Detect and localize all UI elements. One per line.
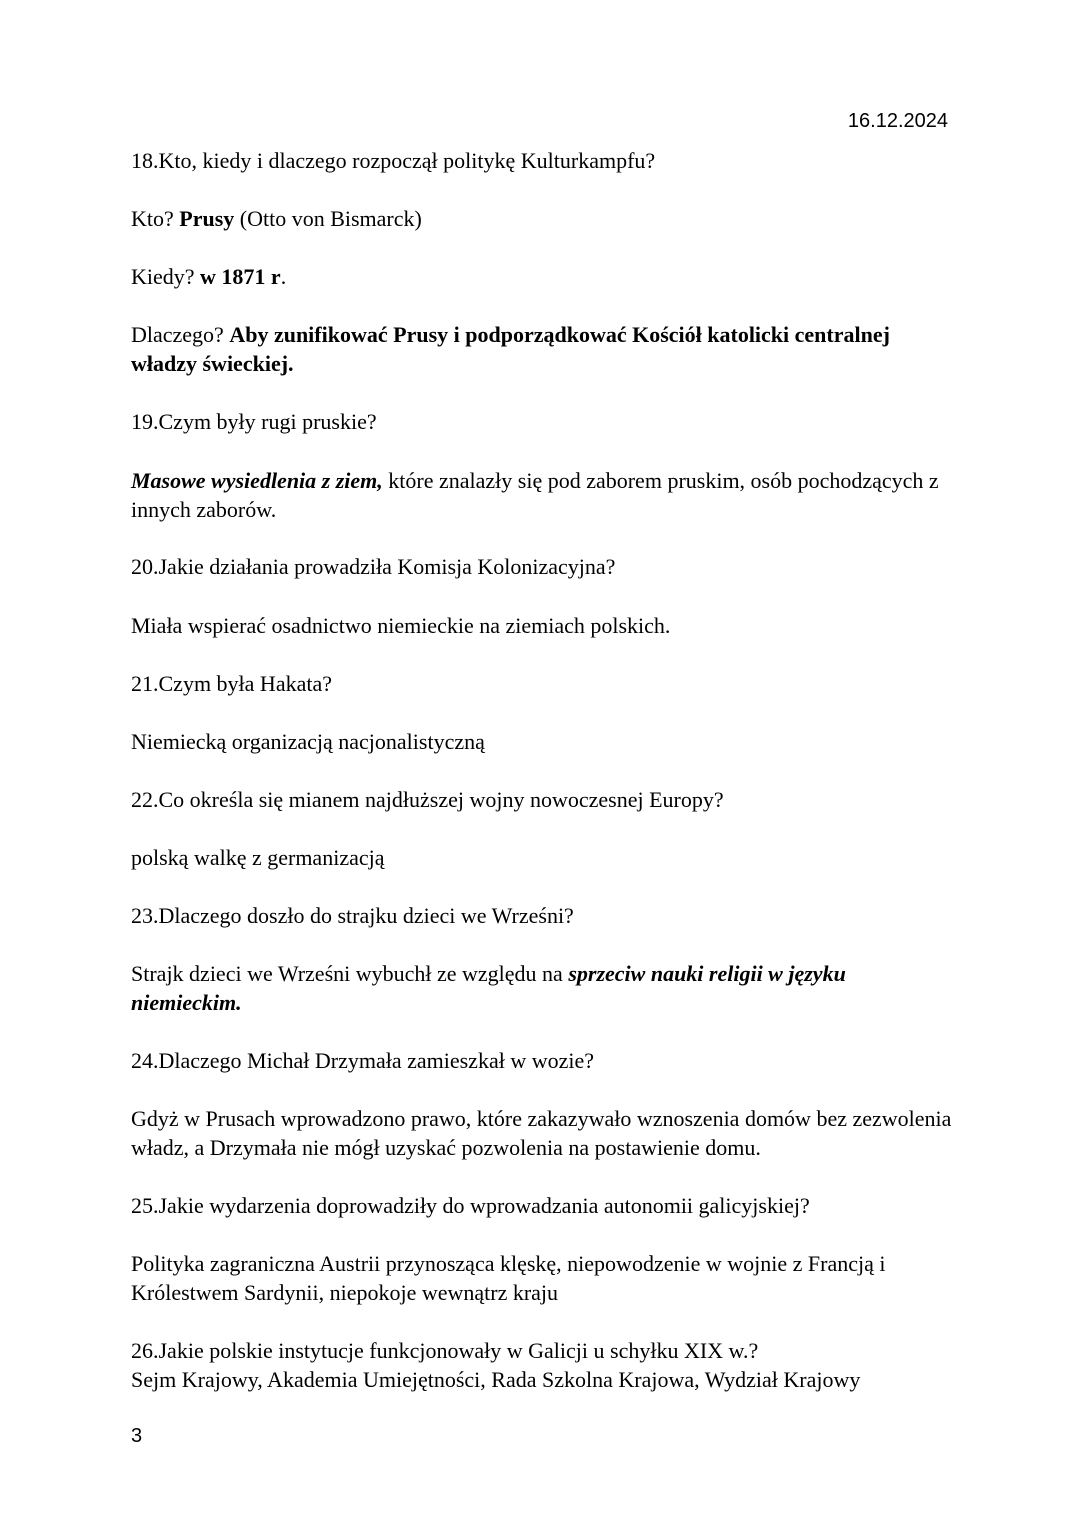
emphasis-text: Masowe wysiedlenia z ziem, [131,468,383,493]
answer-24: Gdyż w Prusach wprowadzono prawo, które zakazywało wznoszenia domów bez zezwolenia władz, a Drzymała nie mógł uzyskać pozwolenia na postawienie domu. [131,1106,952,1160]
question-21: 21.Czym była Hakata? [131,671,332,696]
answer-23 [131,959,953,1017]
text: . [280,264,287,289]
question-20: 20.Jakie działania prowadziła Komisja Kolonizacyjna? [131,554,616,579]
answer-20: Miała wspierać osadnictwo niemieckie na ziemiach polskich. [131,613,671,638]
answer-26: Sejm Krajowy, Akademia Umiejętności, Rada Szkolna Krajowa, Wydział Krajowy [131,1367,861,1392]
question-23: 23.Dlaczego doszło do strajku dzieci we Wrześni? [131,903,574,928]
page-number: 3 [131,1425,143,1447]
document-date: 16.12.2024 [847,110,948,132]
answer-21: Niemiecką organizacją nacjonalistyczną [131,729,485,754]
answer-18-why [131,320,953,378]
question-22: 22.Co określa się mianem najdłuższej wojny nowoczesnej Europy? [131,787,724,812]
bold-text: w 1871 r [200,264,281,289]
answer-19 [131,466,953,524]
question-26: 26.Jakie polskie instytucje funkcjonowały w Galicji u schyłku XIX w.? [131,1338,759,1363]
answer-22: polską walkę z germanizacją [131,845,385,870]
question-18: 18.Kto, kiedy i dlaczego rozpoczął politykę Kulturkampfu? [131,148,656,173]
answer-18-when [131,262,953,291]
label: Kto? [131,206,180,231]
bold-text: Aby zunifikować Prusy i podporządkować Kościół katolicki centralnej władzy świeckiej. [131,322,890,376]
question-25: 25.Jakie wydarzenia doprowadziły do wprowadzania autonomii galicyjskiej? [131,1193,810,1218]
text: które znalazły się pod zaborem pruskim, osób pochodzących z innych zaborów. [131,468,939,522]
emphasis-text: sprzeciw nauki religii w języku niemieckim. [131,961,846,1015]
text: (Otto von Bismarck) [234,206,422,231]
answer-18-who [131,204,953,233]
question-24: 24.Dlaczego Michał Drzymała zamieszkał w wozie? [131,1048,595,1073]
bold-text: Prusy [179,206,235,231]
label: Dlaczego? [131,322,230,347]
label: Kiedy? [131,264,201,289]
answer-25: Polityka zagraniczna Austrii przynosząca klęskę, niepowodzenie w wojnie z Francją i Królestwem Sardynii, niepokoje wewnątrz kraju [131,1251,886,1305]
question-19: 19.Czym były rugi pruskie? [131,409,377,434]
text: Strajk dzieci we Wrześni wybuchł ze względu na [131,961,569,986]
